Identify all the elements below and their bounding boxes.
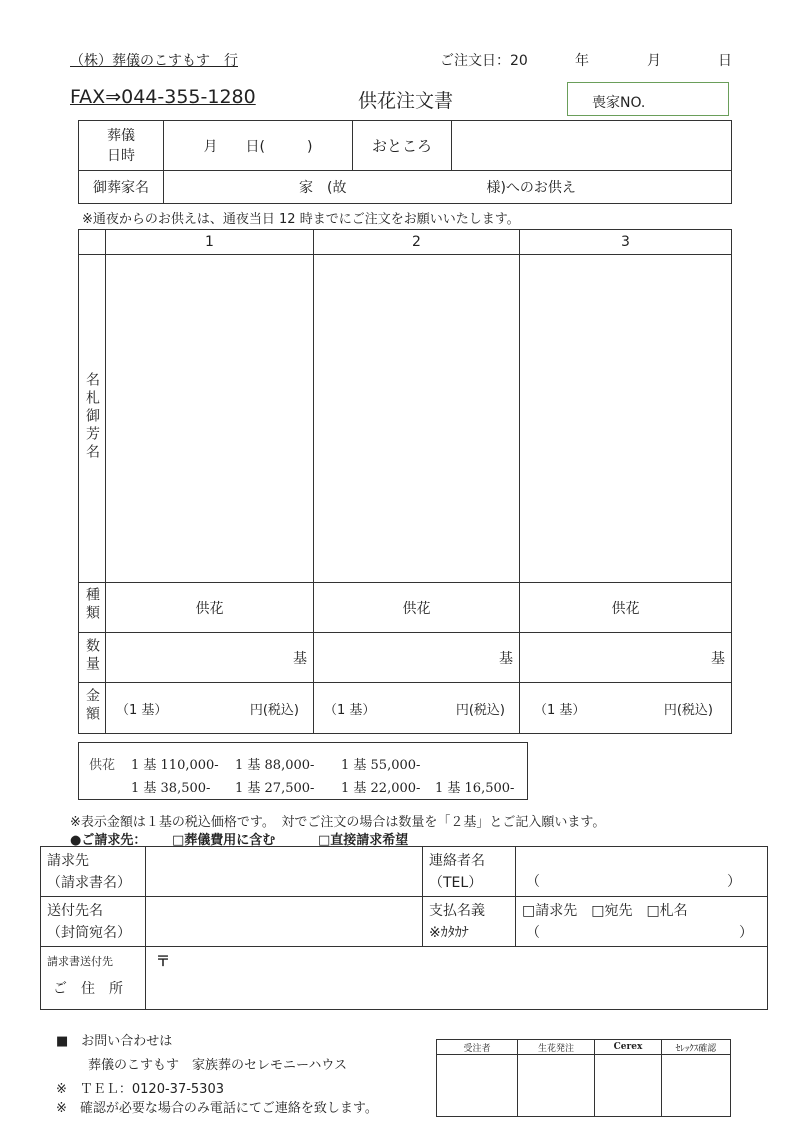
office-header-receiver: 受注者 — [437, 1040, 518, 1055]
column-header-3: 3 — [520, 230, 732, 255]
quantity-field-1[interactable]: 基 — [106, 633, 314, 683]
price-item: 1 基 16,500- — [435, 781, 515, 796]
billing-option-direct[interactable]: □直接請求希望 — [318, 833, 409, 848]
office-header-cerex-check: ｾﾚｯｸｽ確認 — [662, 1040, 731, 1055]
price-item: 1 基 88,000- — [235, 758, 315, 773]
contact-field[interactable]: （ ） — [516, 847, 768, 897]
price-list-label: 供花 — [89, 758, 116, 773]
office-field-cerex-check[interactable] — [662, 1055, 731, 1117]
price-label: 金額 — [79, 683, 106, 734]
office-use-table — [436, 1039, 731, 1117]
office-header-flower-order: 生花発注 — [518, 1040, 595, 1055]
nameplate-field-1[interactable] — [106, 255, 314, 583]
contact-note: ※ 確認が必要な場合のみ電話にてご連絡を致します。 — [56, 1101, 378, 1116]
order-date-label: ご注文日：20 — [440, 53, 528, 69]
order-year: 年 — [575, 53, 589, 69]
billing-option-funeral[interactable]: □葬儀費用に含む — [172, 833, 276, 848]
contact-label: 連絡者名 （TEL） — [423, 847, 516, 897]
office-field-flower-order[interactable] — [518, 1055, 595, 1117]
wake-note: ※通夜からのお供えは、通夜当日 12 時までにご注文をお願いいたします。 — [82, 212, 520, 227]
price-field-2[interactable]: （1 基） 円(税込) — [314, 683, 520, 734]
orders-table — [78, 229, 732, 734]
office-header-cerex: Cerex — [595, 1040, 662, 1055]
billing-table — [40, 846, 768, 1010]
type-value-2[interactable]: 供花 — [314, 583, 520, 633]
address-label: 請求書送付先 ご 住 所 — [41, 947, 146, 1010]
payer-field[interactable]: □請求先 □宛先 □札名 （ ） — [516, 897, 768, 947]
column-header-2: 2 — [314, 230, 520, 255]
order-day: 日 — [718, 53, 732, 69]
address-field[interactable] — [146, 947, 768, 1010]
family-name-field[interactable]: 家 (故 様)へのお供え — [164, 171, 732, 204]
payer-label: 支払名義 ※ｶﾀｶﾅ — [423, 897, 516, 947]
nameplate-label: 名札御芳名 — [79, 255, 106, 583]
quantity-field-3[interactable]: 基 — [520, 633, 732, 683]
payer-options[interactable]: □請求先 □宛先 □札名 — [522, 902, 688, 919]
inquiry-heading: ■ お問い合わせは — [56, 1034, 173, 1049]
price-item: 1 基 110,000- — [131, 758, 219, 773]
funeral-info-table — [78, 120, 732, 204]
company-name: 葬儀のこすもす 家族葬のセレモニーハウス — [88, 1058, 347, 1073]
billing-heading: ●ご請求先： — [70, 833, 147, 848]
order-month: 月 — [647, 53, 661, 69]
mourner-no-box[interactable] — [567, 82, 729, 116]
family-name-label: 御葬家名 — [79, 171, 164, 204]
type-value-1[interactable]: 供花 — [106, 583, 314, 633]
price-item: 1 基 22,000- — [341, 781, 421, 796]
billto-field[interactable] — [146, 847, 423, 897]
nameplate-field-3[interactable] — [520, 255, 732, 583]
quantity-field-2[interactable]: 基 — [314, 633, 520, 683]
nameplate-field-2[interactable] — [314, 255, 520, 583]
price-item: 1 基 27,500- — [235, 781, 315, 796]
quantity-label: 数量 — [79, 633, 106, 683]
sendto-field[interactable] — [146, 897, 423, 947]
fax-number: FAX⇒044-355-1280 — [70, 86, 256, 108]
office-field-cerex[interactable] — [595, 1055, 662, 1117]
page-title: 供花注文書 — [358, 90, 454, 112]
mourner-no-label: 喪家NO. — [592, 95, 646, 111]
column-header-1: 1 — [106, 230, 314, 255]
sendto-label: 送付先名 （封筒宛名） — [41, 897, 146, 947]
price-item: 1 基 55,000- — [341, 758, 421, 773]
price-item: 1 基 38,500- — [131, 781, 211, 796]
price-note: ※表示金額は１基の税込価格です。 対でご注文の場合は数量を「２基」とご記入願います。 — [70, 815, 606, 830]
price-list-box — [78, 742, 528, 800]
recipient: （株）葬儀のこすもす 行 — [70, 53, 238, 69]
phone-number: ※ ＴＥＬ：0120-37-5303 — [56, 1082, 224, 1097]
type-label: 種類 — [79, 583, 106, 633]
corner-cell — [79, 230, 106, 255]
type-value-3[interactable]: 供花 — [520, 583, 732, 633]
place-label: おところ — [353, 121, 452, 171]
place-field[interactable] — [452, 121, 732, 171]
office-field-receiver[interactable] — [437, 1055, 518, 1117]
price-field-3[interactable]: （1 基） 円(税込) — [520, 683, 732, 734]
funeral-datetime-label: 葬儀 日時 — [79, 121, 164, 171]
price-field-1[interactable]: （1 基） 円(税込) — [106, 683, 314, 734]
postal-mark: 〒 — [156, 954, 170, 970]
funeral-date-field[interactable]: 月 日( ) — [164, 121, 353, 171]
billto-label: 請求先 （請求書名） — [41, 847, 146, 897]
